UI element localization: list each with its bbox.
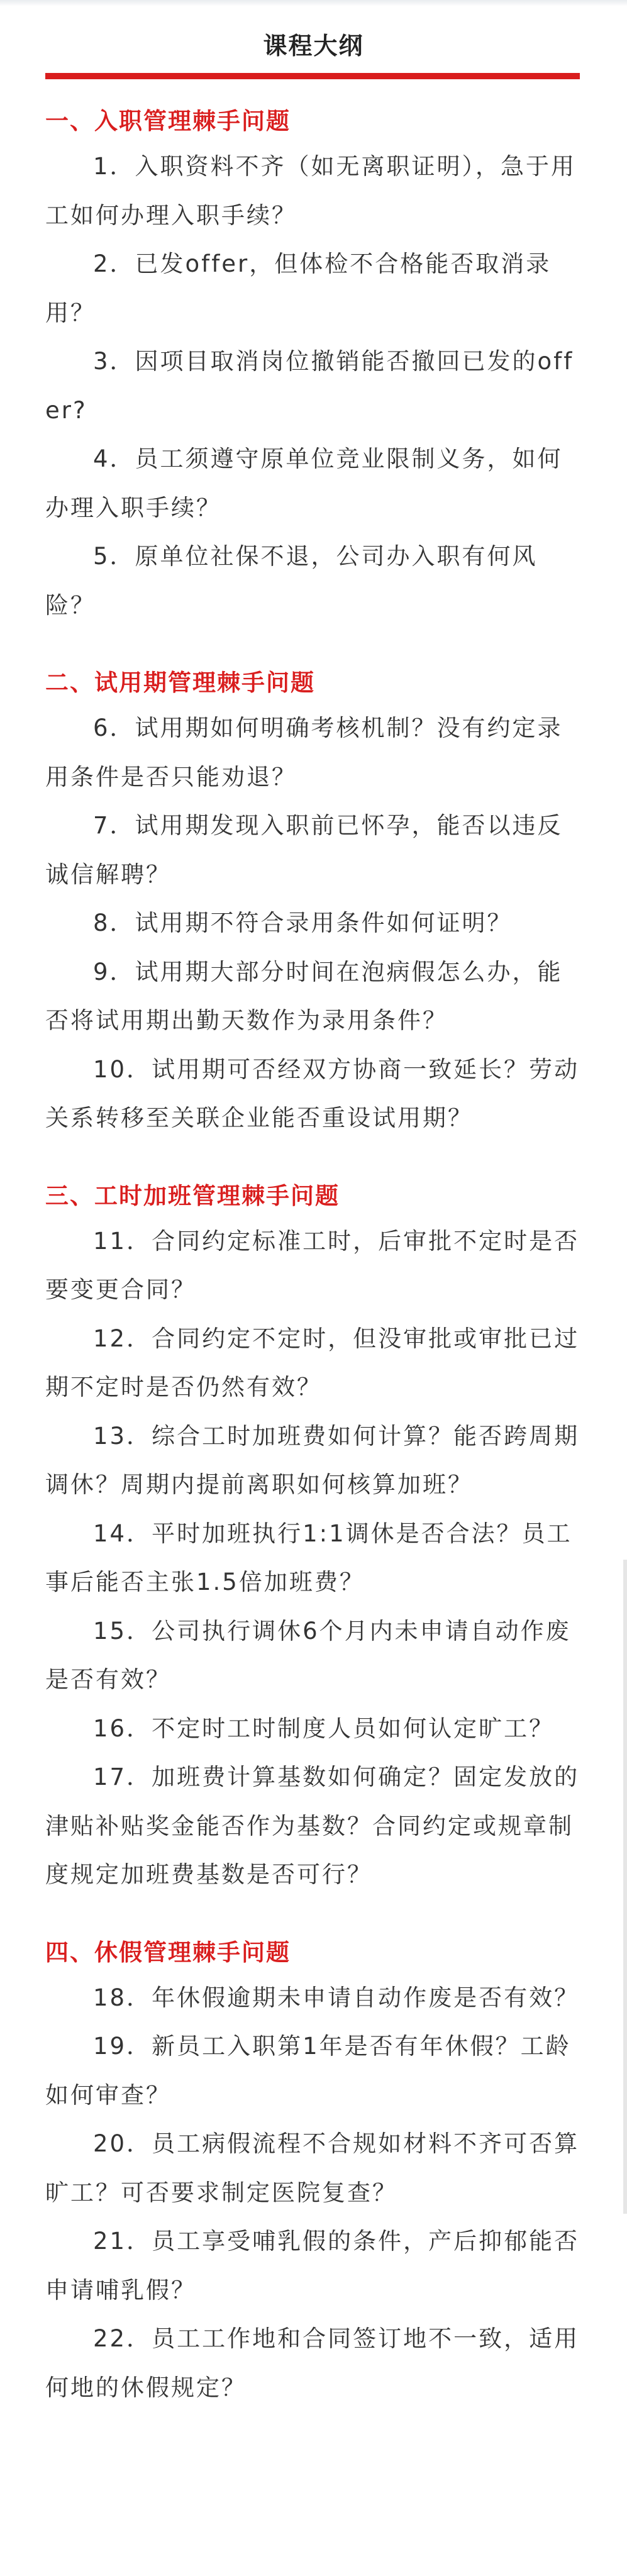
list-item: 9．试用期大部分时间在泡病假怎么办，能否将试用期出勤天数作为录用条件？ bbox=[45, 958, 563, 1034]
list-item: 17．加班费计算基数如何确定？固定发放的津贴补贴奖金能否作为基数？合同约定或规章制度规定加班费基数是否可行？ bbox=[45, 1763, 580, 1888]
side-scroll-rail bbox=[623, 1560, 627, 2214]
list-item: 2．已发offer，但体检不合格能否取消录用？ bbox=[45, 250, 552, 326]
title-underline bbox=[45, 73, 580, 79]
top-band bbox=[0, 0, 627, 6]
list-item: 13．综合工时加班费如何计算？能否跨周期调休？周期内提前离职如何核算加班？ bbox=[45, 1422, 580, 1498]
section-title: 一、入职管理棘手问题 bbox=[45, 108, 291, 135]
section-title: 三、工时加班管理棘手问题 bbox=[45, 1182, 340, 1209]
section-title: 四、休假管理棘手问题 bbox=[45, 1938, 291, 1966]
section-leave bbox=[45, 1932, 580, 2412]
list-item: 16．不定时工时制度人员如何认定旷工？ bbox=[93, 1714, 555, 1742]
list-item: 14．平时加班执行1:1调休是否合法？员工事后能否主张1.5倍加班费？ bbox=[45, 1519, 572, 1596]
list-item: 10．试用期可否经双方协商一致延长？劳动关系转移至关联企业能否重设试用期？ bbox=[45, 1055, 580, 1131]
section-title: 二、试用期管理棘手问题 bbox=[45, 669, 315, 696]
list-item: 22．员工工作地和合同签订地不一致，适用何地的休假规定？ bbox=[45, 2325, 580, 2401]
list-item: 12．合同约定不定时，但没审批或审批已过期不定时是否仍然有效？ bbox=[45, 1324, 580, 1401]
list-item: 1．入职资料不齐（如无离职证明），急于用工如何办理入职手续？ bbox=[45, 153, 577, 229]
list-item: 3．因项目取消岗位撤销能否撤回已发的offer? bbox=[45, 348, 574, 424]
list-item: 21．员工享受哺乳假的条件，产后抑郁能否申请哺乳假？ bbox=[45, 2228, 580, 2304]
list-item: 15．公司执行调休6个月内未申请自动作废是否有效？ bbox=[45, 1617, 571, 1693]
list-item: 4．员工须遵守原单位竞业限制义务，如何办理入职手续？ bbox=[45, 445, 563, 521]
section-working-hours bbox=[45, 1175, 580, 1899]
list-item: 7．试用期发现入职前已怀孕，能否以违反诚信解聘？ bbox=[45, 812, 563, 888]
list-item: 19．新员工入职第1年是否有年休假？工龄如何审查？ bbox=[45, 2033, 571, 2109]
list-item: 5．原单位社保不退，公司办入职有何风险？ bbox=[45, 543, 538, 619]
section-probation bbox=[45, 662, 580, 1143]
page-title: 课程大纲 bbox=[263, 32, 364, 60]
list-item: 8．试用期不符合录用条件如何证明？ bbox=[93, 909, 513, 936]
list-item: 11．合同约定标准工时，后审批不定时是否要变更合同？ bbox=[45, 1227, 580, 1303]
list-item: 18．年休假逾期未申请自动作废是否有效？ bbox=[93, 1984, 580, 2011]
list-item: 6．试用期如何明确考核机制？没有约定录用条件是否只能劝退？ bbox=[45, 714, 563, 791]
section-onboarding bbox=[45, 101, 580, 630]
course-outline bbox=[45, 101, 580, 2445]
list-item: 20．员工病假流程不合规如材料不齐可否算旷工？可否要求制定医院复查？ bbox=[45, 2130, 580, 2206]
